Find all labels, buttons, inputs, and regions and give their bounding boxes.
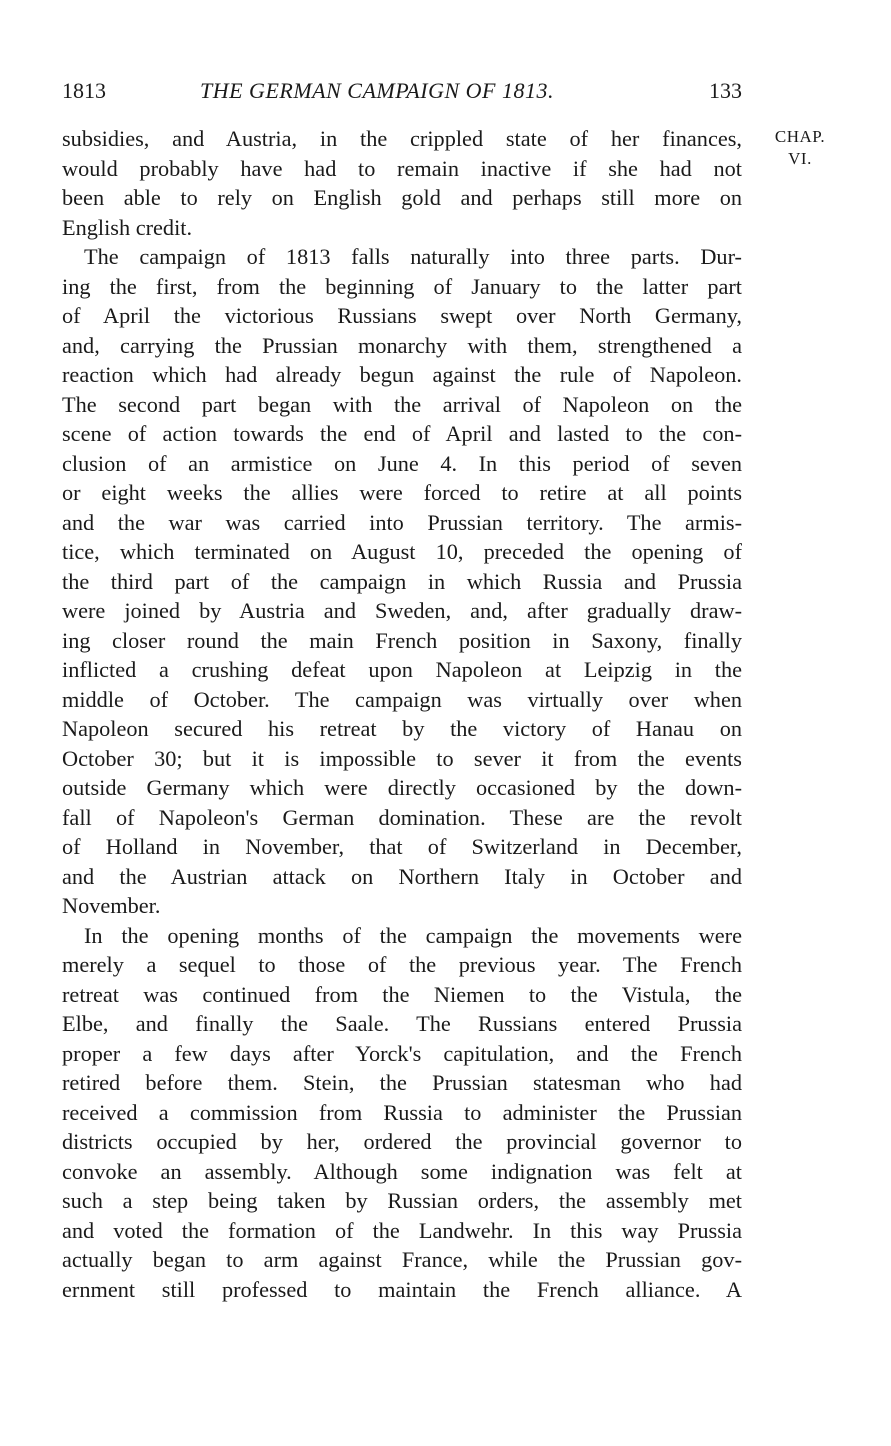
text-line: November. [62,893,161,918]
text-line: convoke an assembly. Although some indignation was felt at [62,1158,742,1184]
text-line: outside Germany which were directly occasioned by the down- [62,775,742,800]
text-line: would probably have had to remain inactive if she had not [62,155,742,181]
text-line: the third part of the campaign in which Russia and Prussia [62,568,742,594]
text-line: fall of Napoleon's German domination. These are the revolt [62,804,742,830]
text-line: and, carrying the Prussian monarchy with them, strengthened a [62,332,742,358]
running-header [62,78,742,108]
text-line: Elbe, and finally the Saale. The Russians entered Prussia [62,1011,742,1036]
text-line: and the war was carried into Prussian territory. The armis- [62,509,742,535]
text-line: and voted the formation of the Landwehr. In this way Prussia [62,1217,742,1243]
text-line: such a step being taken by Russian orders, the assembly met [62,1188,742,1213]
text-line: reaction which had already begun against the rule of Napoleon. [62,362,742,387]
margin-note-number: VI. [788,149,812,168]
margin-note-chap: CHAP. [774,127,826,146]
running-title: THE GERMAN CAMPAIGN OF 1813. [200,78,554,103]
text-line: subsidies, and Austria, in the crippled state of her finances, [62,126,742,151]
text-line: of Holland in November, that of Switzerland in December, [62,834,742,859]
header-year: 1813 [62,78,106,103]
text-line: retired before them. Stein, the Prussian statesman who had [62,1070,742,1095]
text-line: clusion of an armistice on June 4. In this period of seven [62,450,742,476]
text-line: or eight weeks the allies were forced to retire at all points [62,480,742,505]
body-text [62,124,742,1304]
text-line: proper a few days after Yorck's capitulation, and the French [62,1040,742,1066]
text-line: The second part began with the arrival of Napoleon on the [62,391,742,417]
text-line: inflicted a crushing defeat upon Napoleon at Leipzig in the [62,657,742,682]
paragraph-3 [62,921,742,1305]
text-line: received a commission from Russia to administer the Prussian [62,1099,742,1125]
text-line: actually began to arm against France, while the Prussian gov- [62,1247,742,1272]
text-line: retreat was continued from the Niemen to the Vistula, the [62,981,742,1007]
text-line: ing the first, from the beginning of January to the latter part [62,273,742,299]
text-line: Napoleon secured his retreat by the victory of Hanau on [62,716,742,741]
page-number: 133 [709,78,742,103]
text-line: were joined by Austria and Sweden, and, after gradually draw- [62,598,742,623]
text-line: The campaign of 1813 falls naturally into three parts. Dur- [84,244,742,269]
text-line: been able to rely on English gold and perhaps still more on [62,185,742,210]
text-line: English credit. [62,214,193,240]
paragraph-2 [62,242,742,921]
text-line: scene of action towards the end of April and lasted to the con- [62,421,742,446]
text-line: of April the victorious Russians swept over North Germany, [62,303,742,328]
text-line: merely a sequel to those of the previous year. The French [62,952,742,977]
text-line: middle of October. The campaign was virtually over when [62,686,742,712]
text-line: ing closer round the main French position in Saxony, finally [62,627,742,653]
chapter-margin-note [760,126,840,170]
text-line: October 30; but it is impossible to sever it from the events [62,745,742,771]
text-line: tice, which terminated on August 10, preceded the opening of [62,539,742,564]
paragraph-1 [62,124,742,242]
text-line: and the Austrian attack on Northern Italy in October and [62,863,742,889]
text-line: In the opening months of the campaign the movements were [84,922,742,948]
text-line: districts occupied by her, ordered the provincial governor to [62,1129,742,1154]
text-line: ernment still professed to maintain the French alliance. A [62,1276,742,1302]
